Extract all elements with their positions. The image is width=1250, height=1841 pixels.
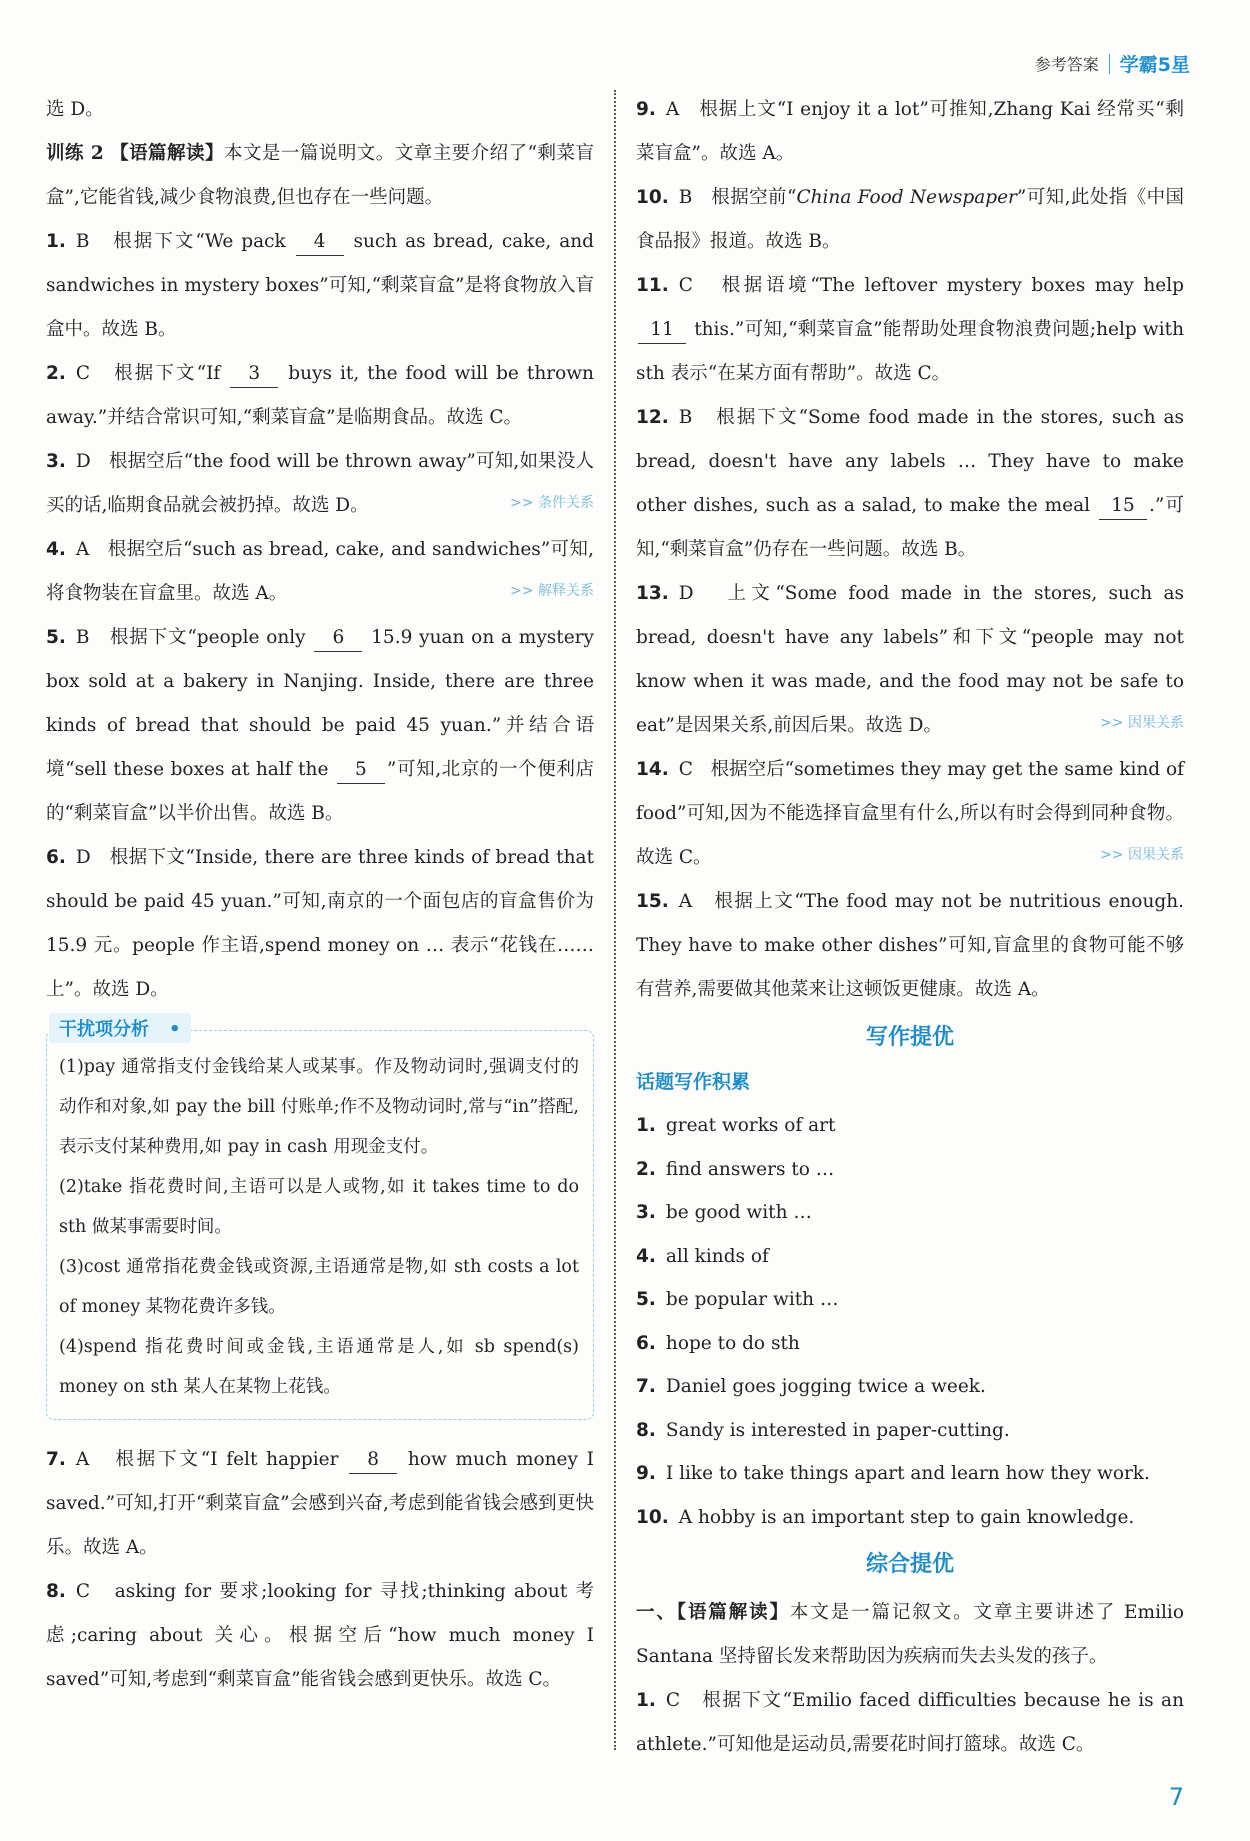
right-column: 9. A 根据上文“I enjoy it a lot”可推知,Zhang Kai 经常买“剩菜盲盒”。故选 A。 10. B 根据空前“China Food Newspaper”可知,此处指《中国食品报》报道。故选 B。 11. C 根据语境“The leftover mystery boxes may help 11 this.”可知,“剩菜盲盒”能帮助处理食物浪费问题;help with sth 表示“在某方面有帮助”。故选 C。 12. B 根据下文“Some food made in the stores, such as bread, doesn't have any labels … They have to make other dishes, such as a salad, to make the meal 15 .”可知,“剩菜盲盒”仍存在一些问题。故选 B。 13. D 上文“Some food made in the stores, such as bread, doesn't have any labels”和下文“people may not know when it was made, and the food may not be safe to eat”是因果关系,前因后果。故选 D。 >> 因果关系 14. C 根据空后“sometimes they may get the same kind of food”可知,因为不能选择盲盒里有什么,所以有时会得到同种食物。故选 C。 >> 因果关系 15. A 根据上文“The food may not be nutritious enough. They have to make other dishes”可知,盲盒里的食物可能不够有营养,需要做其他菜来让这顿饭更健康。故选 A。 写作提优 话题写作积累 1. great works of art 2. find answers to … 3. be good with … 4. all kinds of 5. be popular with … 6. hope to do sth 7. Daniel goes jogging twice a week. 8. Sandy is interested in paper-cutting. 9. I like to take things apart and learn how they work. 10. A hobby is an important step to gain knowledge. 综合提优 一、【语篇解读】本文是一篇记叙文。文章主要讲述了 Emilio Santana 坚持留长发来帮助因为疾病而失去头发的孩子。 1. C 根据下文“Emilio faced difficulties because he is an athlete.”可知他是运动员,需要花时间打篮球。故选 C。 — [636, 88, 1184, 1767]
answer-item — [46, 220, 594, 352]
item-answer: C — [678, 759, 693, 780]
answer-item — [46, 528, 594, 616]
box-paragraph: (4)spend 指花费时间或金钱,主语通常是人,如 sb spend(s) money on sth 某人在某物上花钱。 — [59, 1337, 579, 1397]
item-text: 15.9 yuan on a mystery box sold at a bakery in Nanjing. Inside, there are three kinds of bread that should be paid 45 yuan.”并结合语境“sell these boxes at half the — [46, 627, 594, 780]
item-text: I like to take things apart and learn how they work. — [665, 1463, 1150, 1484]
list-item — [636, 1104, 1184, 1148]
header-label: 参考答案 — [1034, 55, 1099, 74]
item-text: 根据下文“If — [114, 363, 221, 384]
brand-logo: 学霸5星 — [1119, 54, 1190, 76]
item-text: great works of art — [665, 1115, 836, 1136]
answer-item — [46, 1438, 594, 1570]
item-number: 14. — [636, 759, 669, 780]
item-text: 根据下文“Some food made in the stores, such as bread, doesn't have any labels … They have to make other dishes, such as a salad, to make the meal — [636, 407, 1184, 516]
blank-number: 6 — [314, 625, 362, 652]
item-text: A hobby is an important step to gain knowledge. — [678, 1506, 1135, 1528]
item-number: 11. — [636, 275, 669, 296]
item-text: 根据下文“Emilio faced difficulties because he is an athlete.”可知他是运动员,需要花时间打篮球。故选 C。 — [636, 1690, 1184, 1755]
blank-number: 5 — [337, 757, 385, 784]
item-number: 1. — [636, 1690, 656, 1711]
item-answer: D — [75, 847, 91, 868]
item-number: 9. — [636, 1463, 656, 1484]
item-text: be good with … — [665, 1202, 812, 1223]
item-text: be popular with … — [665, 1289, 839, 1310]
item-answer: A — [75, 539, 90, 560]
item-text: .”可知,“剩菜盲盒”仍存在一些问题。故选 B。 — [636, 495, 1184, 560]
answer-item — [46, 440, 594, 528]
list-item — [636, 1148, 1184, 1192]
page-header — [1035, 50, 1190, 77]
item-text: this.”可知,“剩菜盲盒”能帮助处理食物浪费问题;help with sth 表示“在某方面有帮助”。故选 C。 — [636, 319, 1184, 384]
item-answer: D — [678, 583, 694, 604]
list-item — [636, 1365, 1184, 1409]
answer-item — [46, 1570, 594, 1702]
item-number: 10. — [636, 1506, 669, 1528]
item-answer: C — [678, 275, 693, 296]
item-answer: D — [75, 451, 91, 472]
comp-tag: 【语篇解读】 — [676, 1602, 790, 1623]
answer-item — [46, 616, 594, 836]
item-number: 6. — [46, 847, 66, 868]
item-number: 4. — [46, 539, 66, 560]
item-text: Sandy is interested in paper-cutting. — [665, 1419, 1010, 1441]
item-answer: C — [665, 1690, 681, 1711]
box-title: 干扰项分析 • — [49, 1013, 191, 1043]
answer-item — [636, 1679, 1184, 1767]
item-number: 15. — [636, 891, 669, 912]
item-text: buys it, the food will be thrown away.”并结合常识可知,“剩菜盲盒”是临期食品。故选 C。 — [46, 363, 594, 428]
item-number: 10. — [636, 187, 669, 208]
comp-head: 一、 — [636, 1602, 677, 1623]
item-number: 5. — [636, 1289, 656, 1310]
item-text: 上文“Some food made in the stores, such as bread, doesn't have any labels”和下文“people may not know when it was made, and the food may not be safe to eat”是因果关系,前因后果。故选 D。 — [636, 583, 1184, 736]
item-number: 5. — [46, 627, 66, 648]
item-text: 根据上文“The food may not be nutritious enough. They have to make other dishes”可知,盲盒里的食物可能不够有营养,需要做其他菜来让这顿饭更健康。故选 A。 — [636, 891, 1184, 1000]
item-number: 7. — [636, 1376, 656, 1397]
writing-list — [636, 1104, 1184, 1539]
answer-item — [636, 88, 1184, 176]
box-paragraph: (2)take 指花费时间,主语可以是人或物,如 it takes time to do sth 做某事需要时间。 — [59, 1177, 579, 1237]
intro-text: 选 D。 — [46, 99, 104, 120]
training-heading: 训练 2 — [46, 143, 104, 164]
distractor-analysis-box — [46, 1019, 594, 1420]
blank-number: 8 — [349, 1447, 397, 1474]
item-text: hope to do sth — [665, 1332, 800, 1354]
training-2-intro — [46, 132, 594, 220]
answer-item — [636, 176, 1184, 264]
item-number: 6. — [636, 1332, 656, 1354]
answer-item — [636, 396, 1184, 572]
item-text: 根据下文“We pack — [113, 231, 286, 252]
list-item — [636, 1235, 1184, 1279]
item-answer: A — [678, 891, 693, 912]
page-number: 7 — [1168, 1783, 1184, 1811]
item-number: 3. — [46, 451, 66, 472]
item-text: find answers to … — [665, 1158, 835, 1180]
item-text: Daniel goes jogging twice a week. — [665, 1376, 986, 1397]
left-column: 选 D。 训练 2 【语篇解读】本文是一篇说明文。文章主要介绍了“剩菜盲盒”,它能省钱,减少食物浪费,但也存在一些问题。 1. B 根据下文“We pack 4 such as bread, cake, and sandwiches in mystery boxes”可知,“剩菜盲盒”是将食物放入盲盒中。故选 B。 2. C 根据下文“If 3 buys it, the food will be thrown away.”并结合常识可知,“剩菜盲盒”是临期食品。故选 C。 3. D 根据空后“the food will be thrown away”可知,如果没人买的话,临期食品就会被扔掉。故选 D。 >> 条件关系 4. A 根据空后“such as bread, cake, and sandwiches”可知,将食物装在盲盒里。故选 A。 >> 解释关系 5. B 根据下文“people only 6 15.9 yuan on a mystery box sold at a bakery in Nanjing. Inside, there are three kinds of bread that should be paid 45 yuan.”并结合语境“sell these boxes at half the 5 ”可知,北京的一个便利店的“剩菜盲盒”以半价出售。故选 B。 6. D 根据下文“Inside, there are three kinds of bread that should be paid 45 yuan.”可知,南京的一个面包店的盲盒售价为 15.9 元。people 作主语,spend money on … 表示“花钱在……上”。故选 D。 干扰项分析 • (1)pay 通常指支付金钱给某人或某事。作及物动词时,强调支付的动作和对象,如 pay the bill 付账单;作不及物动词时,常与“in”搭配,表示支付某种费用,如 pay in cash 用现金支付。 (2)take 指花费时间,主语可以是人或物,如 it takes time to do sth 做某事需要时间。 (3)cost 通常指花费金钱或资源,主语通常是物,如 sth costs a lot of money 某物花费许多钱。 (4)spend 指花费时间或金钱,主语通常是人,如 sb spend(s) money on sth 某人在某物上花钱。 7. A 根据下文“I felt happier 8 how much money I saved.”可知,打开“剩菜盲盒”会感到兴奋,考虑到能省钱会感到更快乐。故选 A。 8. C asking for 要求;looking for 寻找;thinking about 考虑;caring about 关心。根据空后“how much money I saved”可知,考虑到“剩菜盲盒”能省钱会感到更快乐。故选 C。 — [46, 88, 594, 1702]
column-divider — [614, 90, 616, 1750]
item-text: 根据空后“such as bread, cake, and sandwiches”可知,将食物装在盲盒里。故选 A。 — [46, 539, 594, 604]
item-italic-text: China Food Newspaper — [796, 187, 1017, 208]
item-text: all kinds of — [665, 1245, 769, 1267]
item-number: 3. — [636, 1202, 656, 1223]
comprehensive-section-title: 综合提优 — [865, 1552, 954, 1577]
box-paragraph: (3)cost 通常指花费金钱或资源,主语通常是物,如 sth costs a lot of money 某物花费许多钱。 — [59, 1257, 579, 1317]
comp-text: 本文是一篇记叙文。文章主要讲述了 Emilio Santana 坚持留长发来帮助因为疾病而失去头发的孩子。 — [636, 1602, 1184, 1667]
answer-item — [636, 880, 1184, 1012]
item-number: 2. — [636, 1158, 656, 1180]
item-text: 根据空后“the food will be thrown away”可知,如果没人买的话,临期食品就会被扔掉。故选 D。 — [46, 451, 594, 516]
header-divider — [1109, 54, 1110, 74]
item-text: 根据空前“ — [711, 187, 797, 208]
item-number: 12. — [636, 407, 669, 428]
item-text: how much money I saved.”可知,打开“剩菜盲盒”会感到兴奋,考虑到能省钱会感到更快乐。故选 A。 — [46, 1449, 594, 1558]
item-number: 8. — [636, 1419, 656, 1441]
item-text: ”可知,北京的一个便利店的“剩菜盲盒”以半价出售。故选 B。 — [46, 759, 594, 824]
item-text: 根据空后“sometimes they may get the same kind of food”可知,因为不能选择盲盒里有什么,所以有时会得到同种食物。故选 C。 — [636, 759, 1184, 868]
list-item — [636, 1322, 1184, 1366]
item-text: 根据下文“Inside, there are three kinds of bread that should be paid 45 yuan.”可知,南京的一个面包店的盲盒售价为 15.9 元。people 作主语,spend money on … 表示“花钱在……上”。故选 D。 — [46, 847, 594, 1000]
writing-section-title: 写作提优 — [865, 1025, 954, 1050]
blank-number: 3 — [230, 361, 278, 388]
blank-number: 11 — [638, 317, 686, 344]
item-number: 2. — [46, 363, 66, 384]
comprehensive-intro — [636, 1591, 1184, 1679]
item-answer: A — [75, 1449, 90, 1470]
item-text: 根据下文“I felt happier — [115, 1449, 339, 1470]
blank-number: 15 — [1099, 493, 1147, 520]
training-tag: 【语篇解读】 — [110, 143, 224, 164]
item-number: 13. — [636, 583, 669, 604]
item-text: asking for 要求;looking for 寻找;thinking about 考虑;caring about 关心。根据空后“how much money I saved”可知,考虑到“剩菜盲盒”能省钱会感到更快乐。故选 C。 — [46, 1581, 594, 1690]
list-item — [636, 1191, 1184, 1235]
item-answer: B — [75, 231, 90, 252]
item-number: 4. — [636, 1245, 656, 1267]
list-item — [636, 1278, 1184, 1322]
writing-subtitle: 话题写作积累 — [636, 1071, 751, 1093]
list-item — [636, 1496, 1184, 1540]
item-answer: B — [678, 407, 693, 428]
answer-item — [46, 352, 594, 440]
list-item — [636, 1452, 1184, 1496]
item-number: 9. — [636, 99, 656, 120]
item-text: 根据下文“people only — [109, 627, 306, 648]
answer-item — [46, 836, 594, 1012]
item-answer: B — [678, 187, 693, 208]
item-number: 7. — [46, 1449, 66, 1470]
item-text: 根据语境“The leftover mystery boxes may help — [721, 275, 1184, 296]
box-paragraph: (1)pay 通常指支付金钱给某人或某事。作及物动词时,强调支付的动作和对象,如 pay the bill 付账单;作不及物动词时,常与“in”搭配,表示支付某种费用,如 pay in cash 用现金支付。 — [59, 1057, 579, 1157]
item-answer: B — [75, 627, 90, 648]
item-answer: A — [665, 99, 680, 120]
item-text: such as bread, cake, and sandwiches in mystery boxes”可知,“剩菜盲盒”是将食物放入盲盒中。故选 B。 — [46, 231, 595, 340]
item-text: 根据上文“I enjoy it a lot”可推知,Zhang Kai 经常买“剩菜盲盒”。故选 A。 — [636, 99, 1184, 164]
item-number: 8. — [46, 1581, 66, 1602]
item-answer: C — [75, 363, 91, 384]
item-number: 1. — [46, 231, 66, 252]
item-number: 1. — [636, 1115, 656, 1136]
list-item — [636, 1409, 1184, 1453]
item-answer: C — [75, 1581, 91, 1602]
answer-item — [636, 264, 1184, 396]
training-text: 本文是一篇说明文。文章主要介绍了“剩菜盲盒”,它能省钱,减少食物浪费,但也存在一些问题。 — [46, 143, 594, 208]
blank-number: 4 — [296, 229, 344, 256]
item-text: ”可知,此处指《中国食品报》报道。故选 B。 — [636, 187, 1184, 252]
